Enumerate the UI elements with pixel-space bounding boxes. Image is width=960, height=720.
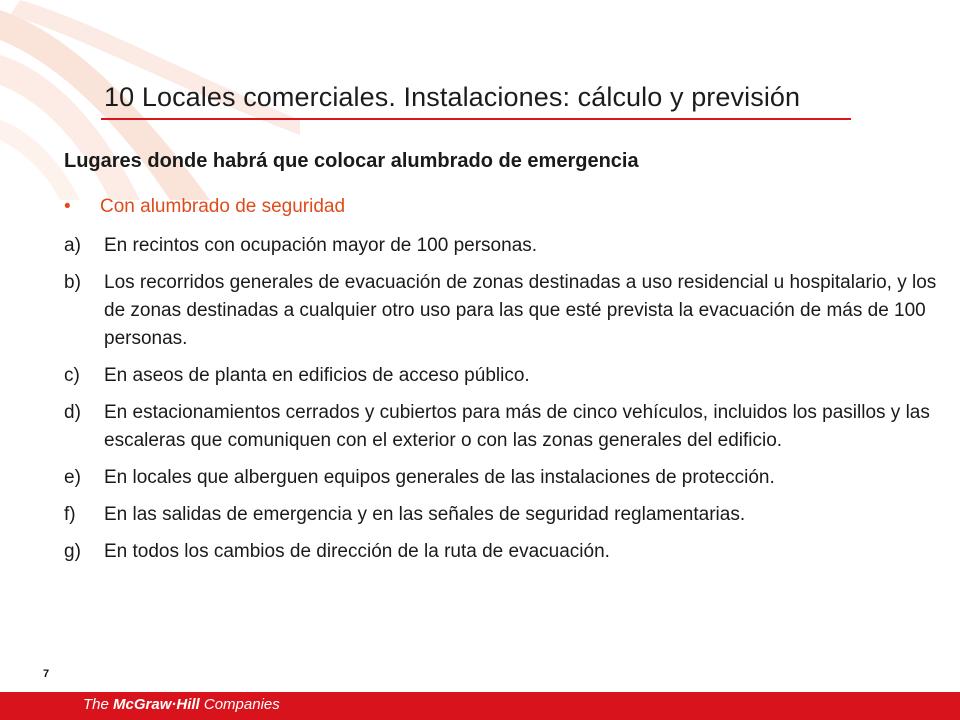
list-item — [64, 501, 944, 529]
list-item — [64, 538, 944, 566]
logo-prefix: The — [83, 696, 114, 713]
list-item — [64, 269, 944, 353]
location-list — [64, 232, 944, 575]
list-marker: b) — [64, 272, 81, 293]
list-item — [64, 362, 944, 390]
logo-suffix: Companies — [199, 696, 280, 713]
list-marker: e) — [64, 467, 81, 488]
slide-title: 10 Locales comerciales. Instalaciones: cálculo y previsión — [104, 82, 801, 112]
list-item-text: Los recorridos generales de evacuación de zonas destinadas a uso residencial u hospitalario, y los de zonas destinadas a cualquier otro uso para las que esté prevista la evacuación de más de 100 personas. — [104, 272, 937, 349]
bullet-text: Con alumbrado de seguridad — [100, 196, 346, 217]
list-marker: a) — [64, 235, 81, 256]
bullet-item-security-lighting — [64, 196, 345, 218]
logo-brand: McGraw·Hill — [113, 696, 200, 713]
list-item — [64, 399, 944, 455]
publisher-logo — [83, 696, 280, 713]
list-item — [64, 232, 944, 260]
footer-bar — [0, 692, 960, 720]
list-marker: c) — [64, 365, 80, 386]
list-item-text: En locales que alberguen equipos generales de las instalaciones de protección. — [104, 467, 775, 488]
list-item-text: En estacionamientos cerrados y cubiertos para más de cinco vehículos, incluidos los pasillos y las escaleras que comuniquen con el exterior o con las zonas generales del edificio. — [104, 402, 930, 451]
bullet-icon: • — [64, 196, 71, 217]
section-heading: Lugares donde habrá que colocar alumbrado de emergencia — [64, 150, 639, 172]
list-item-text: En las salidas de emergencia y en las señales de seguridad reglamentarias. — [104, 504, 746, 525]
title-underline — [101, 118, 851, 120]
list-item — [64, 464, 944, 492]
list-item-text: En recintos con ocupación mayor de 100 personas. — [104, 235, 538, 256]
list-marker: g) — [64, 541, 81, 562]
list-item-text: En aseos de planta en edificios de acceso público. — [104, 365, 530, 386]
page-number: 7 — [43, 668, 50, 680]
list-marker: f) — [64, 504, 76, 525]
list-item-text: En todos los cambios de dirección de la ruta de evacuación. — [104, 541, 610, 562]
list-marker: d) — [64, 402, 81, 423]
